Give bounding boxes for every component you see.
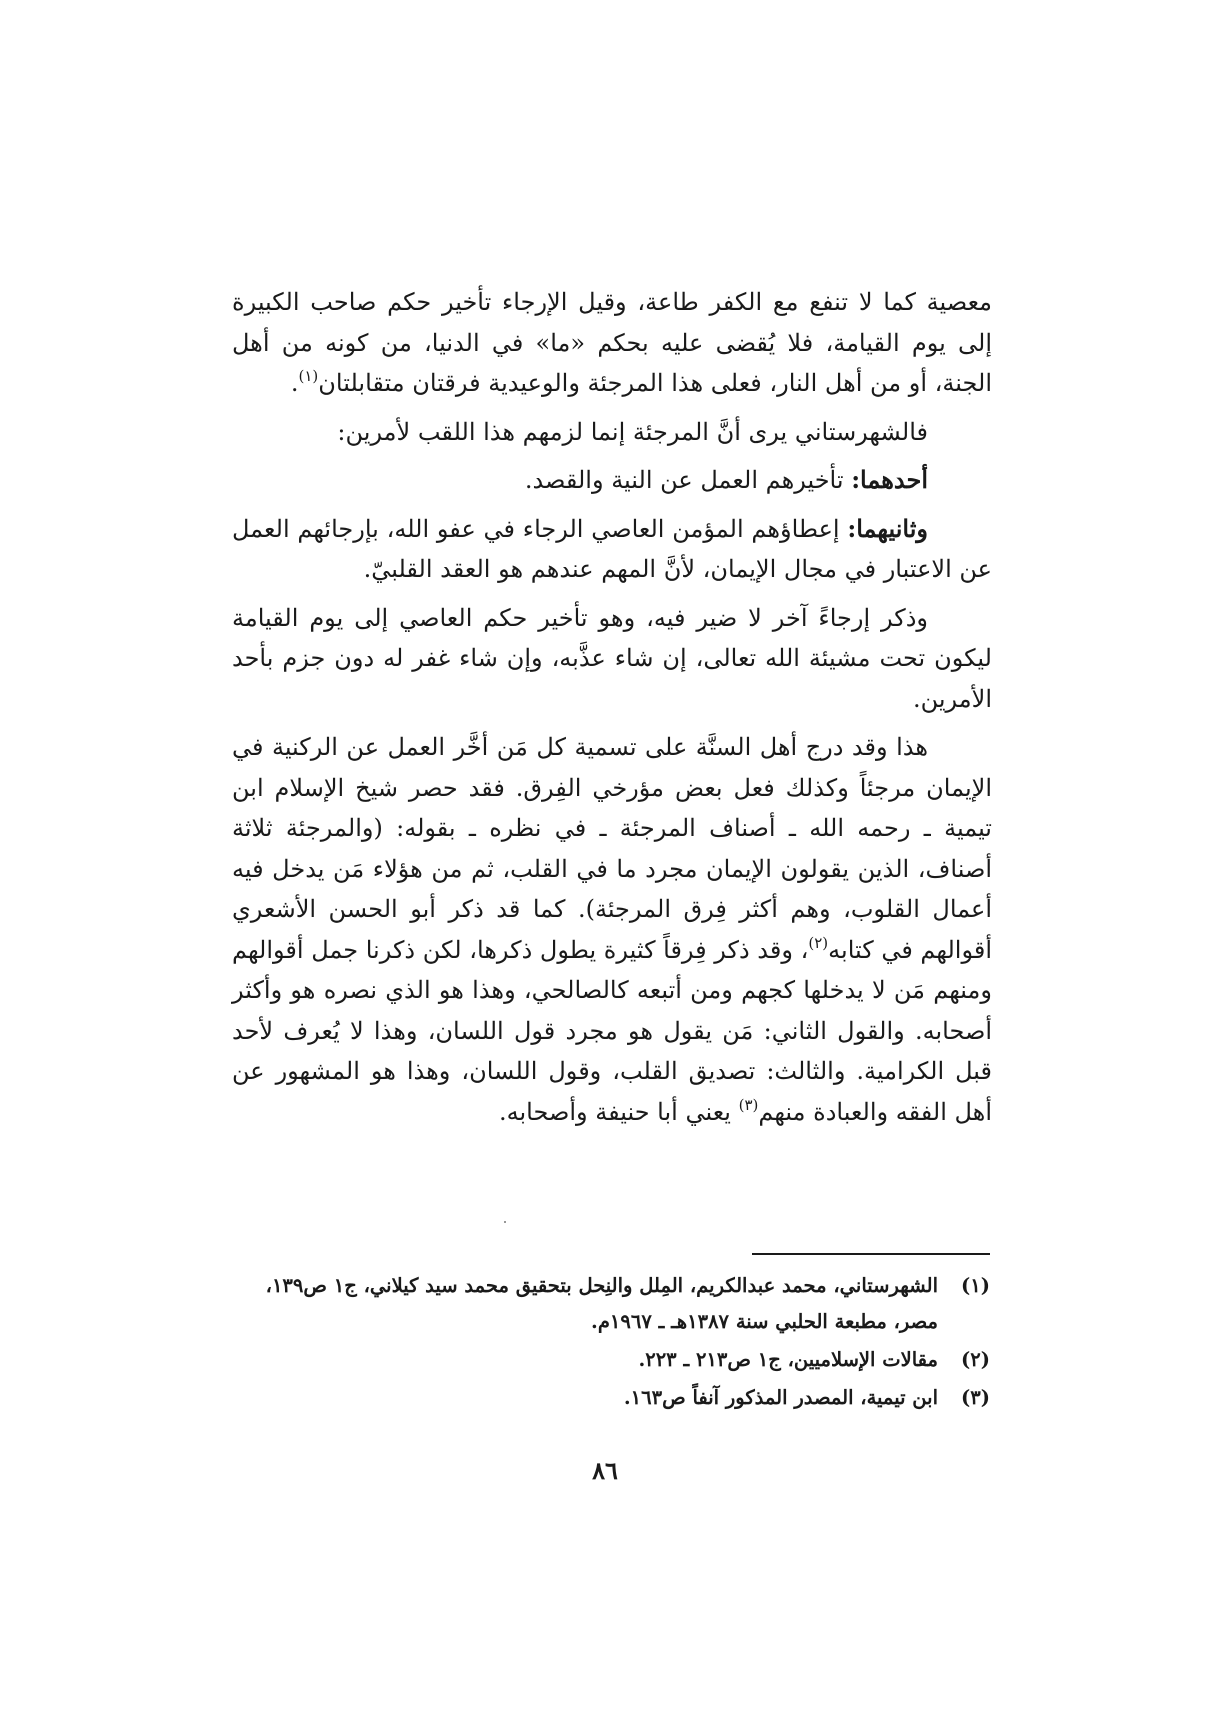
footnote-1: [232, 1268, 990, 1340]
paragraph-text: وذكر إرجاءً آخر لا ضير فيه، وهو تأخير حكم العاصي إلى يوم القيامة ليكون تحت مشيئة الله تعالى، إن شاء عذَّبه، وإن شاء غفر له دون جزم بأحد الأمرين.: [232, 603, 992, 713]
paragraph-tail: .: [290, 369, 299, 397]
footnote-text: الشهرستاني، محمد عبدالكريم، المِلل والنِحل بتحقيق محمد سيد كيلاني، ج١ ص١٣٩، مصر، مطبعة الحلبي سنة ١٣٨٧هـ ـ ١٩٦٧م.: [265, 1274, 938, 1333]
paragraph-text: هذا وقد درج أهل السنَّة على تسمية كل مَن أخَّر العمل عن الركنية في الإيمان مرجئاً وكذلك فعل بعض مؤرخي الفِرق. فقد حصر شيخ الإسلام ابن تيمية ـ رحمه الله ـ أصناف المرجئة ـ في نظره ـ بقوله: (والمرجئة ثلاثة أصناف، الذين يقولون الإيمان مجرد ما في القلب، ثم من هؤلاء مَن يدخل فيه أعمال القلوب، وهم أكثر فِرق المرجئة). كما قد ذكر أبو الحسن الأشعري أقوالهم في كتابه: [232, 733, 993, 964]
paragraph-text: معصية كما لا تنفع مع الكفر طاعة، وقيل الإرجاء تأخير حكم صاحب الكبيرة إلى يوم القيامة، فلا يُقضى عليه بحكم «ما» في الدنيا، من كونه من أهل الجنة، أو من أهل النار، فعلى هذا المرجئة والوعيدية فرقتان متقابلتان: [232, 288, 992, 397]
scan-speck: [504, 1221, 506, 1223]
footnote-text: مقالات الإسلاميين، ج١ ص٢١٣ ـ ٢٢٣.: [638, 1348, 938, 1371]
paragraph-2: [232, 412, 992, 453]
paragraph-label: وثانيهما:: [847, 513, 928, 543]
footnote-number: (٢): [961, 1348, 990, 1371]
footnote-number: (١): [961, 1274, 990, 1297]
footnote-divider: [752, 1253, 990, 1255]
footnotes: [232, 1268, 990, 1418]
footnote-3: [232, 1380, 990, 1416]
footnote-text: ابن تيمية، المصدر المذكور آنفاً ص١٦٣.: [623, 1386, 938, 1409]
paragraph-1: [232, 282, 992, 404]
paragraph-text: فالشهرستاني يرى أنَّ المرجئة إنما لزمهم هذا اللقب لأمرين:: [337, 417, 928, 446]
footnote-2: [232, 1342, 990, 1378]
paragraph-label: أحدهما:: [851, 465, 928, 494]
paragraph-text: إعطاؤهم المؤمن العاصي الرجاء في عفو الله، بإرجائهم العمل عن الاعتبار في مجال الإيمان، لأنَّ المهم عندهم هو العقد القلبيّ.: [232, 514, 992, 583]
paragraph-3: [232, 460, 992, 501]
paragraph-4: [232, 509, 992, 590]
footnote-number: (٣): [961, 1386, 990, 1409]
paragraph-tail: يعني أبا حنيفة وأصحابه.: [498, 1097, 739, 1126]
footnote-ref-3[interactable]: (٣): [738, 1095, 759, 1114]
paragraph-tail: ، وقد ذكر فِرقاً كثيرة يطول ذكرها، لكن ذكرنا جمل أقوالهم ومنهم مَن لا يدخلها كجهم ومن أتبعه كالصالحي، وهذا هو الذي نصره هو وأكثر أصحابه. والقول الثاني: مَن يقول هو مجرد قول اللسان، وهذا لا يُعرف لأحد قبل الكرامية. والثالث: تصديق القلب، وقول اللسان، وهذا هو المشهور عن أهل الفقه والعبادة منهم: [232, 935, 992, 1126]
footnote-ref-1[interactable]: (١): [298, 367, 319, 385]
footnote-ref-2[interactable]: (٢): [808, 933, 829, 952]
main-text: [232, 282, 992, 1140]
paragraph-text: تأخيرهم العمل عن النية والقصد.: [524, 466, 852, 494]
page-number: ٨٦: [592, 1456, 618, 1485]
paragraph-5: [232, 598, 992, 720]
paragraph-6: [232, 727, 992, 1132]
